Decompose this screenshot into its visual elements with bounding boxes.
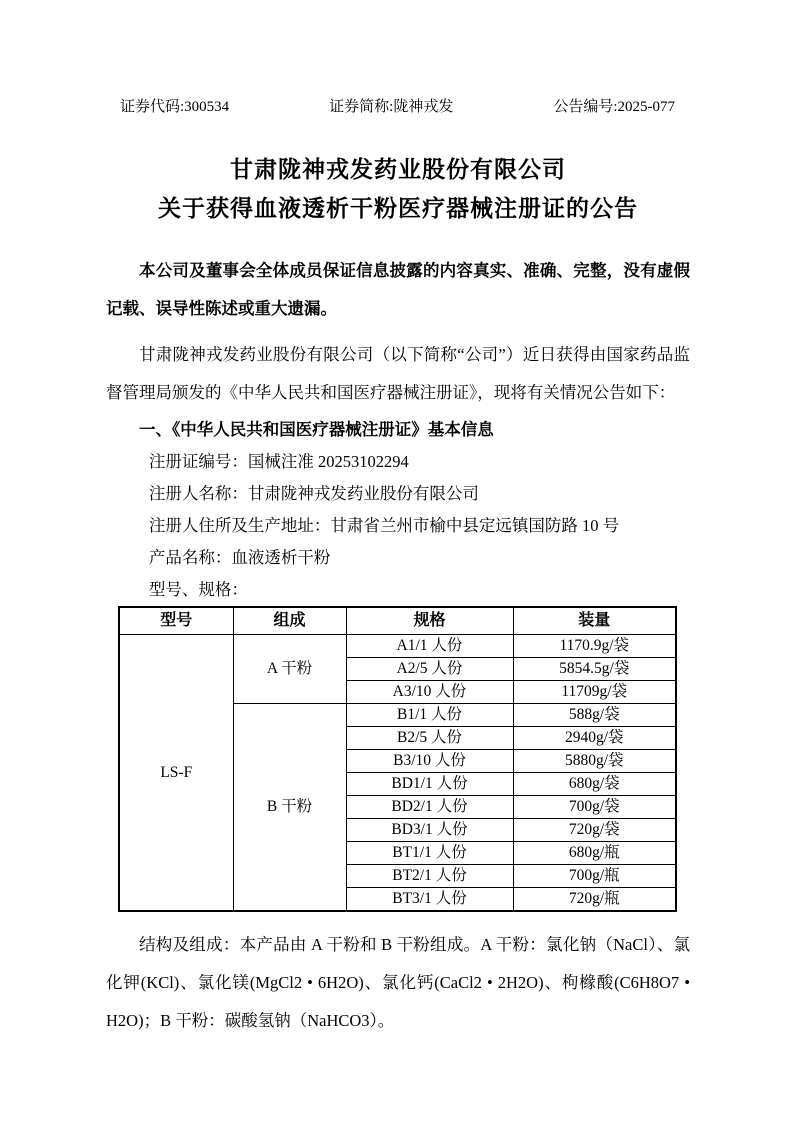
spec-cell: A2/5 人份 <box>346 658 513 681</box>
spec-cell: B1/1 人份 <box>346 704 513 727</box>
stock-short-name: 证券简称:陇神戎发 <box>329 99 454 115</box>
spec-table <box>118 606 677 912</box>
quantity-cell: 700g/袋 <box>513 796 676 819</box>
quantity-cell: 720g/袋 <box>513 819 676 842</box>
quantity-cell: 5880g/袋 <box>513 750 676 773</box>
quantity-cell: 2940g/袋 <box>513 727 676 750</box>
section-heading: 一、《中华人民共和国医疗器械注册证》基本信息 <box>139 421 494 439</box>
quantity-cell: 5854.5g/袋 <box>513 658 676 681</box>
title-line-1: 甘肃陇神戎发药业股份有限公司 <box>230 156 566 182</box>
quantity-cell: 1170.9g/袋 <box>513 635 676 658</box>
component-a-cell: A 干粉 <box>233 635 346 704</box>
document-header <box>106 97 690 117</box>
col-header-component: 组成 <box>233 607 346 635</box>
component-b-cell: B 干粉 <box>233 704 346 912</box>
quantity-cell: 680g/袋 <box>513 773 676 796</box>
model-cell: LS-F <box>119 635 233 912</box>
spec-cell: BD2/1 人份 <box>346 796 513 819</box>
info-item-model-spec-label: 型号、规格： <box>148 580 248 599</box>
spec-cell: BD3/1 人份 <box>346 819 513 842</box>
info-item-address: 注册人住所及生产地址：甘肃省兰州市榆中县定远镇国防路 10 号 <box>148 516 620 535</box>
spec-cell: A3/10 人份 <box>346 681 513 704</box>
disclaimer-paragraph: 本公司及董事会全体成员保证信息披露的内容真实、准确、完整，没有虚假记载、误导性陈述或重大遗漏。 <box>106 262 690 318</box>
spec-cell: BT3/1 人份 <box>346 888 513 912</box>
announcement-number: 公告编号:2025-077 <box>553 99 675 115</box>
spec-cell: B2/5 人份 <box>346 727 513 750</box>
quantity-cell: 680g/瓶 <box>513 842 676 865</box>
table-header-row <box>119 607 676 635</box>
document-title <box>106 150 690 228</box>
quantity-cell: 720g/瓶 <box>513 888 676 912</box>
title-line-2: 关于获得血液透析干粉医疗器械注册证的公告 <box>158 195 638 221</box>
col-header-model: 型号 <box>119 607 233 635</box>
info-item-registrant-name: 注册人名称：甘肃陇神戎发药业股份有限公司 <box>148 484 479 503</box>
quantity-cell: 588g/袋 <box>513 704 676 727</box>
spec-cell: BD1/1 人份 <box>346 773 513 796</box>
quantity-cell: 11709g/袋 <box>513 681 676 704</box>
spec-cell: B3/10 人份 <box>346 750 513 773</box>
col-header-spec: 规格 <box>346 607 513 635</box>
info-item-product-name: 产品名称：血液透析干粉 <box>148 548 331 567</box>
info-item-registration-number: 注册证编号：国械注准 20253102294 <box>148 452 409 471</box>
stock-code: 证券代码:300534 <box>120 99 230 115</box>
certificate-info-list <box>106 446 690 606</box>
spec-cell: A1/1 人份 <box>346 635 513 658</box>
intro-paragraph: 甘肃陇神戎发药业股份有限公司（以下简称“公司”）近日获得由国家药品监督管理局颁发的《中华人民共和国医疗器械注册证》，现将有关情况公告如下： <box>106 345 690 402</box>
col-header-quantity: 装量 <box>513 607 676 635</box>
spec-cell: BT2/1 人份 <box>346 865 513 888</box>
composition-paragraph: 结构及组成：本产品由 A 干粉和 B 干粉组成。A 干粉：氯化钠（NaCl）、氯化钾(KCl)、氯化镁(MgCl2 • 6H2O)、氯化钙(CaCl2 • 2H2O)、枸橼酸(C6H8O7 • H2O)；B 干粉：碳酸氢钠（NaHCO3）。 <box>106 935 690 1030</box>
table-row <box>119 635 676 658</box>
quantity-cell: 700g/瓶 <box>513 865 676 888</box>
spec-cell: BT1/1 人份 <box>346 842 513 865</box>
